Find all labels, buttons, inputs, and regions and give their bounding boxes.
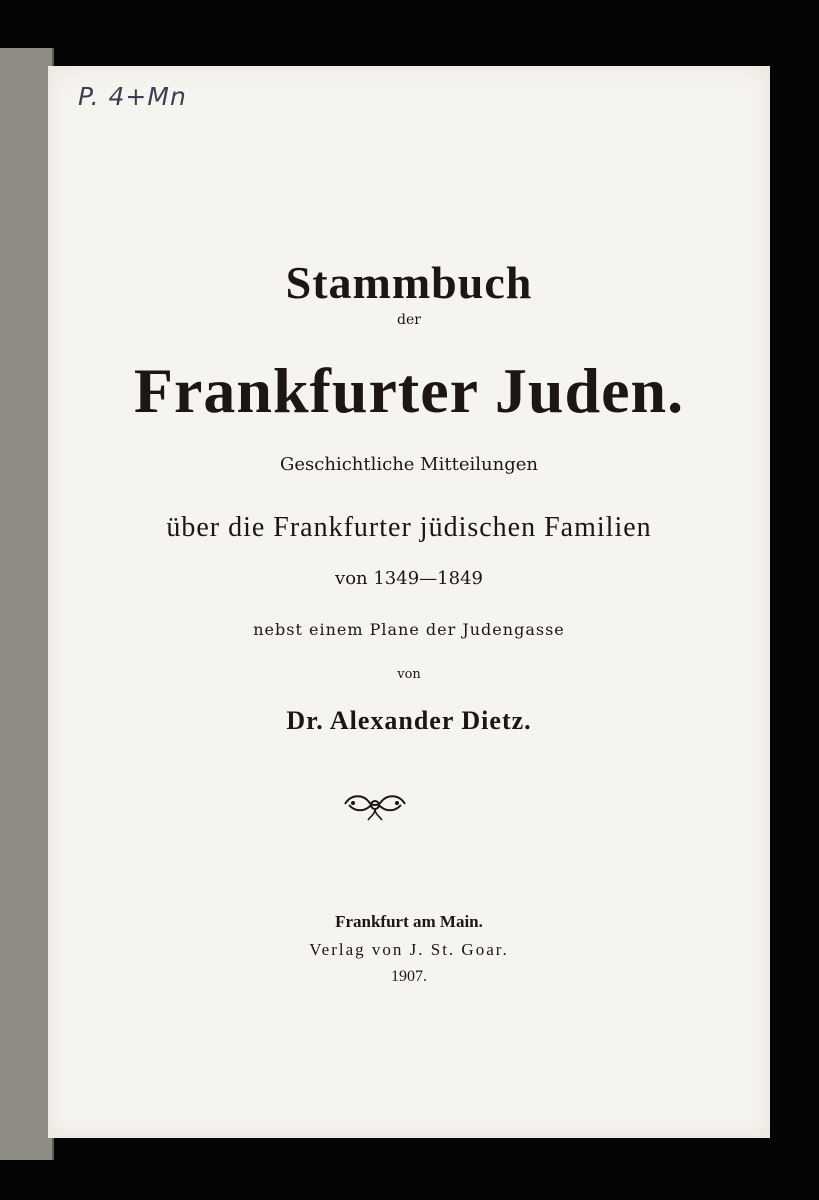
imprint-publisher: Verlag von J. St. Goar.: [309, 940, 509, 959]
title-connector: der: [397, 312, 421, 328]
imprint-place: Frankfurt am Main.: [335, 912, 483, 931]
subtitle-line-2: über die Frankfurter jüdischen Familien: [166, 512, 652, 543]
author-name: Dr. Alexander Dietz.: [286, 706, 532, 735]
floral-ornament-icon: [341, 790, 409, 826]
subtitle-line-1: Geschichtliche Mitteilungen: [280, 454, 538, 475]
author-prefix: von: [397, 667, 421, 682]
book-cover-edge: [0, 48, 54, 1160]
date-range: von 1349—1849: [335, 568, 483, 589]
title-line-1: Stammbuch: [285, 257, 533, 308]
title-page: [48, 66, 770, 1138]
plan-note: nebst einem Plane der Judengasse: [253, 620, 565, 639]
title-line-2: Frankfurter Juden.: [133, 355, 685, 426]
handwritten-note: P. 4+Mn: [78, 82, 187, 111]
imprint-year: 1907.: [391, 968, 427, 985]
